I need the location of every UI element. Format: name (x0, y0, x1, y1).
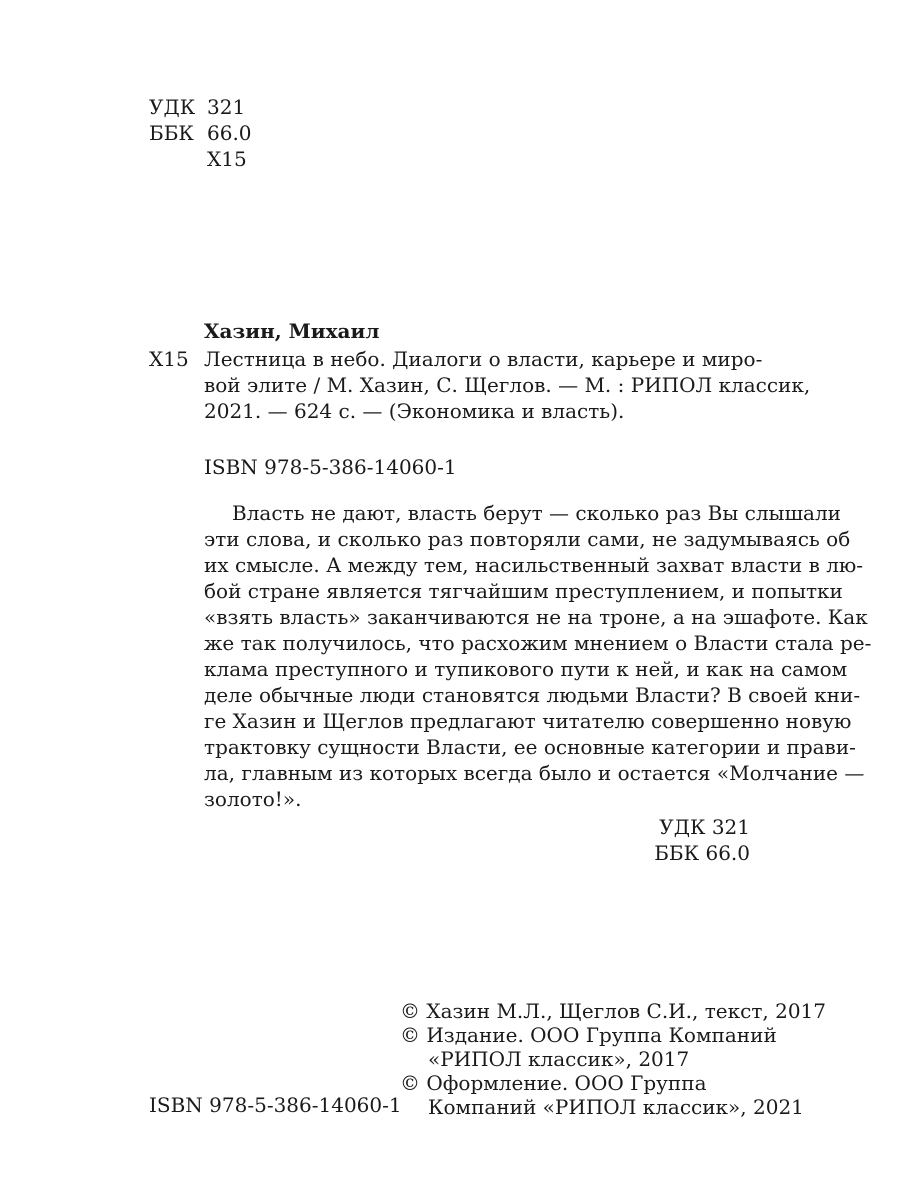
entry-line: 2021. — 624 с. — (Экономика и власть). (204, 399, 625, 423)
bbk-label: ББК (149, 121, 194, 145)
abstract-line: трактовку сущности Власти, ее основные категории и прави- (204, 735, 856, 759)
abstract-line: клама преступного и тупикового пути к ней, и как на самом (204, 657, 848, 681)
copyright-line: Компаний «РИПОЛ классик», 2021 (428, 1095, 804, 1119)
abstract-line: же так получилось, что расхожим мнением о Власти стала ре- (204, 631, 872, 655)
entry-isbn: ISBN 978-5-386-14060-1 (204, 455, 457, 479)
abstract-line: их смысле. А между тем, насильственный захват власти в лю- (204, 553, 864, 577)
abstract-bbk: ББК 66.0 (654, 841, 750, 865)
entry-author: Хазин, Михаил (204, 319, 380, 343)
copyright-line: © Оформление. ООО Группа (400, 1071, 707, 1095)
abstract-line: «взять власть» заканчиваются не на троне, а на эшафоте. Как (204, 605, 868, 629)
bbk-value: 66.0 (207, 121, 252, 145)
abstract-line: ла, главным из которых всегда было и остается «Молчание — (204, 761, 865, 785)
bottom-isbn: ISBN 978-5-386-14060-1 (149, 1093, 402, 1117)
entry-code: Х15 (149, 347, 189, 371)
abstract-line: эти слова, и сколько раз повторяли сами, не задумываясь об (204, 527, 851, 551)
abstract-udk: УДК 321 (659, 815, 750, 839)
udk-label: УДК (149, 95, 196, 119)
udk-value: 321 (207, 95, 246, 119)
entry-line: Лестница в небо. Диалоги о власти, карьере и миро- (204, 347, 763, 371)
copyright-line: © Хазин М.Л., Щеглов С.И., текст, 2017 (400, 999, 826, 1023)
copyright-line: «РИПОЛ классик», 2017 (428, 1047, 690, 1071)
entry-line: вой элите / М. Хазин, С. Щеглов. — М. : РИПОЛ классик, (204, 373, 811, 397)
abstract-line: Власть не дают, власть берут — сколько раз Вы слышали (232, 501, 841, 525)
abstract-line: ге Хазин и Щеглов предлагают читателю совершенно новую (204, 709, 852, 733)
author-sign: Х15 (207, 147, 247, 171)
abstract-line: деле обычные люди становятся людьми Власти? В своей кни- (204, 683, 861, 707)
abstract-line: бой стране является тягчайшим преступлением, и попытки (204, 579, 843, 603)
copyright-line: © Издание. ООО Группа Компаний (400, 1023, 777, 1047)
abstract-line: золото!». (204, 787, 302, 811)
